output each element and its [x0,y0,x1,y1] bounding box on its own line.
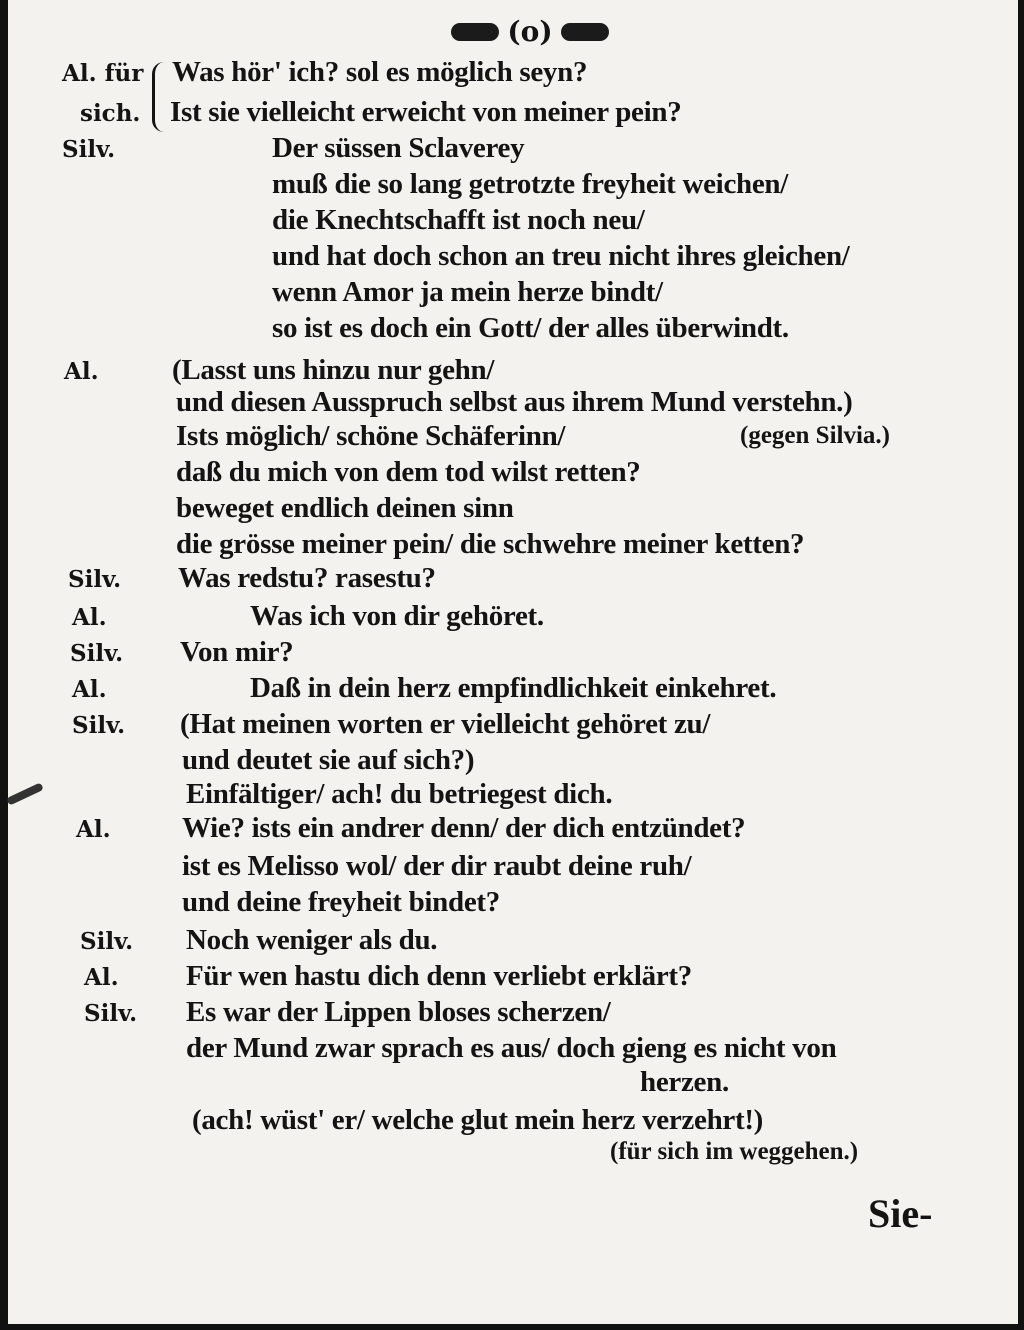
speaker-label: Silv. [68,566,122,593]
text-line: Es war der Lippen bloses scherzen/ [186,996,611,1028]
text-line: Was hör' ich? sol es möglich seyn? [172,56,588,88]
page-mark: (o) [507,14,553,48]
speaker-label: Al. [84,964,119,991]
ornament-left-icon [451,23,499,41]
stage-direction: (gegen Silvia.) [740,422,890,449]
speaker-label: Silv. [84,1000,138,1027]
speaker-label: Al. [76,816,111,843]
text-line: (ach! wüst' er/ welche glut mein herz verzehrt!) [192,1104,764,1136]
text-line: Noch weniger als du. [186,924,438,956]
speaker-label: sich. [80,100,141,127]
text-line: wenn Amor ja mein herze bindt/ [272,276,663,308]
text-line: Ist sie vielleicht erweicht von meiner pein? [170,96,682,128]
catchword: Sie- [868,1191,933,1236]
text-line: die grösse meiner pein/ die schwehre meiner ketten? [176,528,805,560]
speaker-label: Silv. [62,136,116,163]
text-line: der Mund zwar sprach es aus/ doch gieng es nicht von [186,1032,837,1064]
text-line: und deutet sie auf sich?) [182,744,475,776]
text-line: Wie? ists ein andrer denn/ der dich entzündet? [182,812,746,844]
text-line: Für wen hastu dich denn verliebt erklärt? [186,960,692,992]
speaker-label: Silv. [72,712,126,739]
text-line: Ists möglich/ schöne Schäferinn/ [176,420,566,452]
brace [152,62,169,132]
text-line: daß du mich von dem tod wilst retten? [176,456,641,488]
text-line: und hat doch schon an treu nicht ihres gleichen/ [272,240,850,272]
speaker-label: Silv. [70,640,124,667]
stage-direction: (für sich im weggehen.) [610,1138,859,1165]
ornament-right-icon [561,23,609,41]
speaker-label: Al. [64,358,99,385]
scan-border-bottom [0,1324,1024,1330]
scan-border-right [1018,0,1024,1330]
speaker-label: Al. [72,604,107,631]
text-line: Daß in dein herz empfindlichkeit einkehret. [250,672,777,704]
speaker-label: Al. [72,676,107,703]
text-line: und diesen Ausspruch selbst aus ihrem Mund verstehn.) [176,386,853,418]
speaker-label: Al. für [62,60,144,87]
text-line: (Hat meinen worten er vielleicht gehöret zu/ [180,708,711,740]
text-line: ist es Melisso wol/ der dir raubt deine ruh/ [182,850,692,882]
text-line: herzen. [640,1066,729,1098]
page-header [420,10,640,50]
text-line: Was redstu? rasestu? [178,562,436,594]
text-line: Einfältiger/ ach! du betriegest dich. [186,778,613,810]
text-line: und deine freyheit bindet? [182,886,500,918]
text-line: muß die so lang getrotzte freyheit weichen/ [272,168,788,200]
text-line: die Knechtschafft ist noch neu/ [272,204,645,236]
text-line: Von mir? [180,636,294,668]
speaker-label: Silv. [80,928,134,955]
text-line: beweget endlich deinen sinn [176,492,514,524]
text-line: (Lasst uns hinzu nur gehn/ [172,354,495,386]
scan-border-left [0,0,8,1330]
text-line: Der süssen Sclaverey [272,132,525,164]
text-line: Was ich von dir gehöret. [250,600,544,632]
ink-mark [6,782,44,805]
text-line: so ist es doch ein Gott/ der alles überwindt. [272,312,789,344]
